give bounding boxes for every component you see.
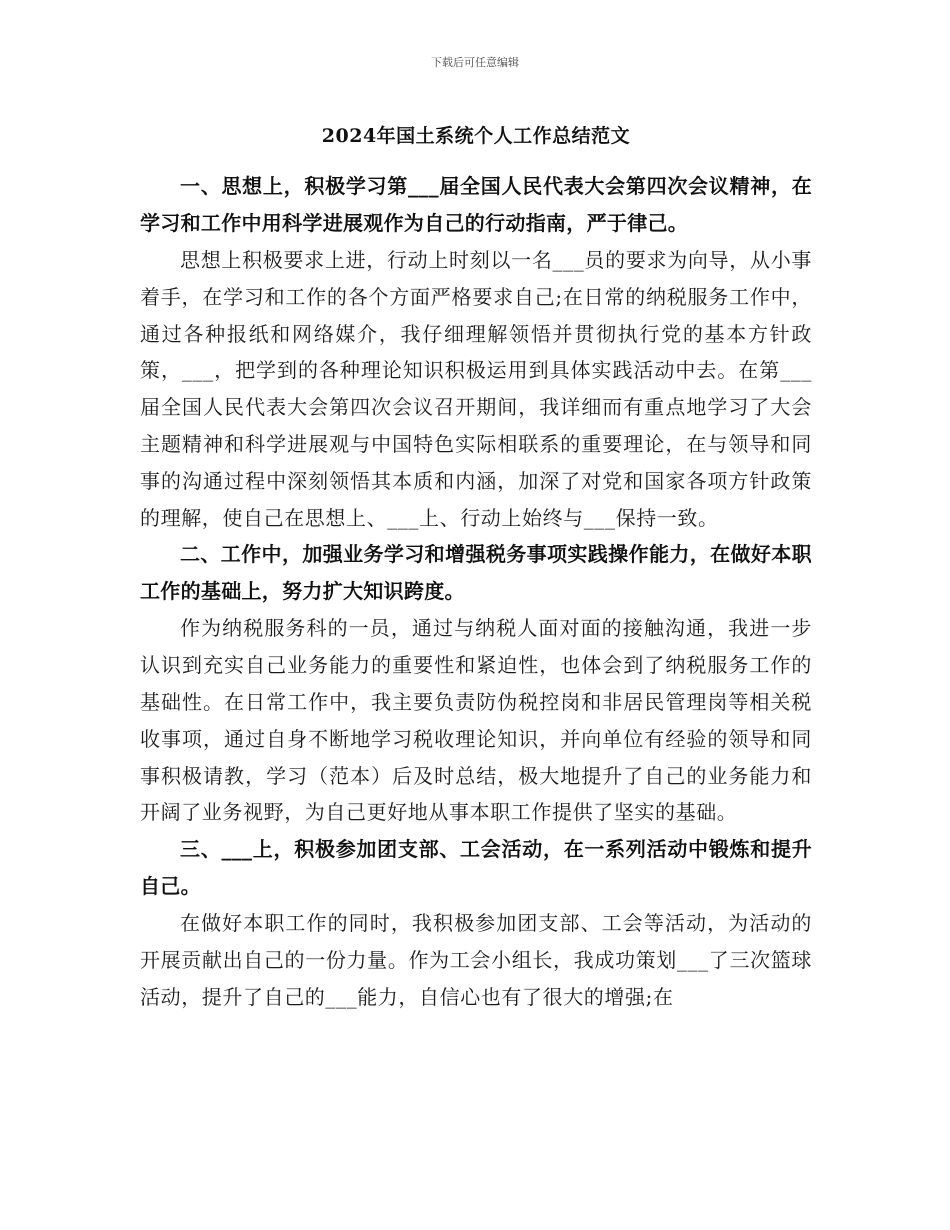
section-2 [140, 536, 812, 831]
section-paragraph: 思想上积极要求上进，行动上时刻以一名___员的要求为向导，从小事着手，在学习和工作的各个方面严格要求自己;在日常的纳税服务工作中，通过各种报纸和网络媒介，我仔细理解领悟并贯彻执行党的基本方针政策，___，把学到的各种理论知识积极运用到具体实践活动中去。在第___届全国人民代表大会第四次会议召开期间，我详细而有重点地学习了大会主题精神和科学进展观与中国特色实际相联系的重要理论，在与领导和同事的沟通过程中深刻领悟其本质和内涵，加深了对党和国家各项方针政策的理解，使自己在思想上、___上、行动上始终与___保持一致。 [140, 248, 812, 530]
section-1 [140, 168, 812, 536]
document-page [140, 118, 812, 1016]
section-paragraph: 作为纳税服务科的一员，通过与纳税人面对面的接触沟通，我进一步认识到充实自己业务能力的重要性和紧迫性，也体会到了纳税服务工作的基础性。在日常工作中，我主要负责防伪税控岗和非居民管理岗等相关税收事项，通过自身不断地学习税收理论知识，并向单位有经验的领导和同事积极请教，学习（范本）后及时总结，极大地提升了自己的业务能力和开阔了业务视野，为自己更好地从事本职工作提供了坚实的基础。 [140, 616, 812, 825]
section-heading: 三、___上，积极参加团支部、工会活动，在一系列活动中锻炼和提升自己。 [140, 837, 812, 899]
section-paragraph: 在做好本职工作的同时，我积极参加团支部、工会等活动，为活动的开展贡献出自己的一份力量。作为工会小组长，我成功策划___了三次篮球活动，提升了自己的___能力，自信心也有了很大的增强;在 [140, 911, 812, 1009]
header-note: 下载后可任意编辑 [431, 56, 519, 69]
document-title: 2024年国土系统个人工作总结范文 [321, 125, 631, 147]
section-heading: 一、思想上，积极学习第___届全国人民代表大会第四次会议精神，在学习和工作中用科学进展观作为自己的行动指南，严于律己。 [140, 174, 812, 235]
section-heading: 二、工作中，加强业务学习和增强税务事项实践操作能力，在做好本职工作的基础上，努力扩大知识跨度。 [140, 542, 812, 604]
section-3 [140, 831, 812, 1015]
